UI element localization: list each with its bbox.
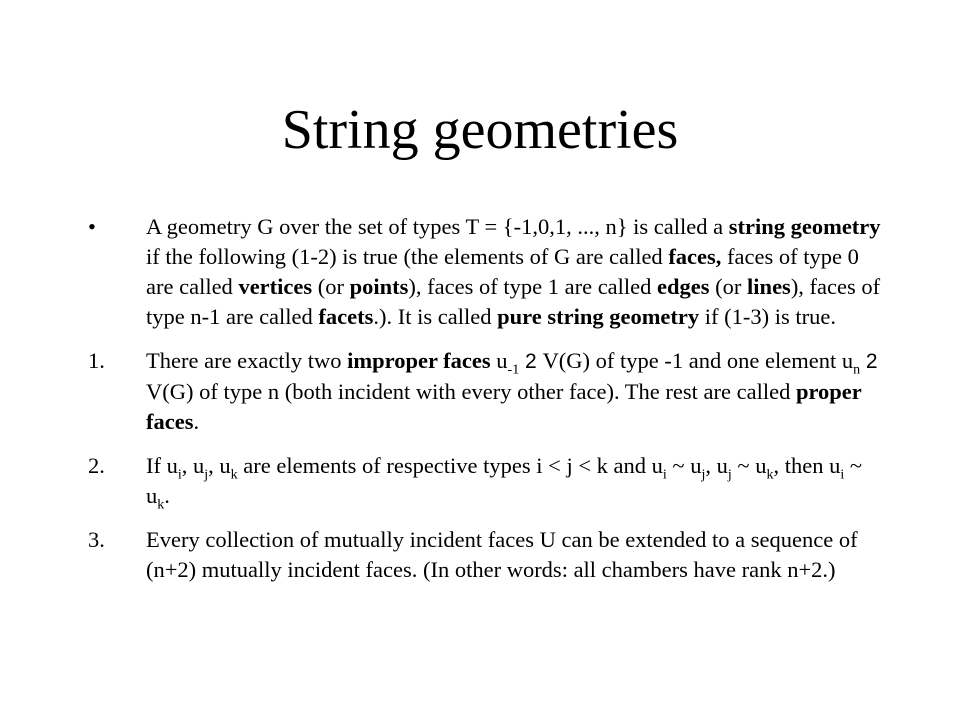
item-1-text: There are exactly two improper faces $u_{-1}$ 2 V(G) of type -1 and one element $u_n$ 2 V(G) of type n (both incident with every other face). The rest are called proper faces. — [146, 348, 878, 434]
slide-title: String geometries — [281, 99, 679, 161]
numbered-item-3 — [88, 525, 888, 585]
item-number: 3. — [88, 527, 105, 552]
numbered-item-1 — [88, 346, 888, 437]
item-3-text: Every collection of mutually incident faces U can be extended to a sequence of (n+2) mutually incident faces. (In other words: all chambers have rank n+2.) — [146, 527, 858, 582]
slide-body — [88, 212, 888, 599]
item-2-text: If $u_i$, $u_j$, $u_k$ are elements of respective types i < j < k and $u_i$ ~ $u_j$, $u_j$ ~ $u_k$, then $u_i$ ~ $u_k$. — [146, 453, 863, 513]
numbered-item-2 — [88, 451, 888, 511]
bullet-text: A geometry G over the set of types T = {-1,0,1, ..., n} is called a string geometry if the following (1-2) is true (the elements of G are called faces, faces of type 0 are called vertices (or points), faces of type 1 are called edges (or lines), faces of type n-1 are called facets.). It is called pure string geometry if (1-3) is true. — [146, 214, 881, 329]
bullet-marker: • — [88, 214, 96, 239]
definition-bullet — [88, 212, 888, 332]
item-number: 1. — [88, 348, 105, 373]
item-number: 2. — [88, 453, 105, 478]
